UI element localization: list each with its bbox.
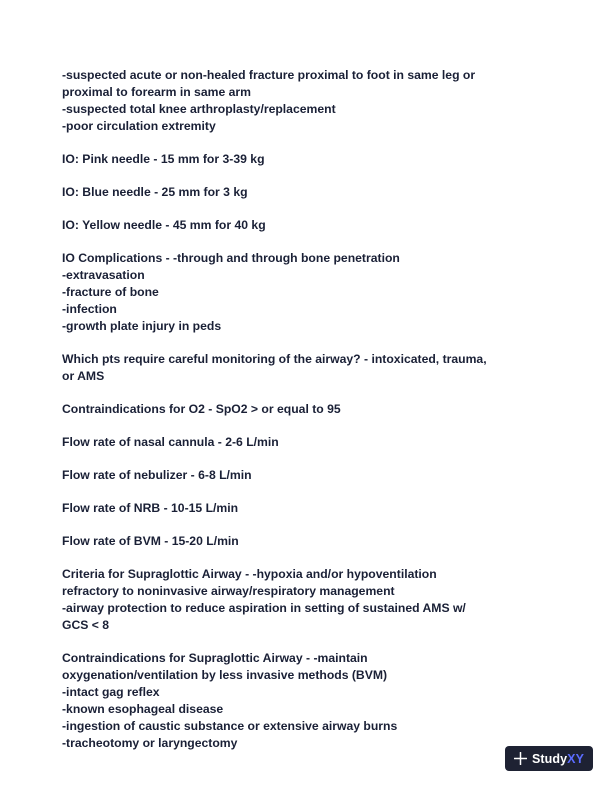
text-line: refractory to noninvasive airway/respiratory management [62,584,395,598]
text-block [62,401,562,418]
text-line: -extravasation [62,268,145,282]
text-line: GCS < 8 [62,618,110,632]
text-block [62,217,562,234]
plus-sparkle-icon [514,752,527,765]
text-line: -infection [62,302,117,316]
studyxy-badge[interactable] [505,746,593,771]
text-line: -intact gag reflex [62,685,160,699]
text-line: IO: Blue needle - 25 mm for 3 kg [62,185,248,199]
text-block [62,533,562,550]
text-line: -poor circulation extremity [62,119,216,133]
text-block [62,184,562,201]
text-block [62,351,562,385]
text-block [62,250,562,335]
text-line: IO Complications - -through and through bone penetration [62,251,400,265]
text-line: -ingestion of caustic substance or extensive airway burns [62,719,398,733]
text-line: IO: Yellow needle - 45 mm for 40 kg [62,218,266,232]
text-block [62,500,562,517]
text-line: IO: Pink needle - 15 mm for 3-39 kg [62,152,265,166]
text-line: oxygenation/ventilation by less invasive methods (BVM) [62,668,388,682]
text-line: Which pts require careful monitoring of the airway? - intoxicated, trauma, [62,352,487,366]
badge-label [532,752,584,766]
text-line: Contraindications for O2 - SpO2 > or equal to 95 [62,402,341,416]
text-line: -suspected total knee arthroplasty/replacement [62,102,336,116]
text-line: Criteria for Supraglottic Airway - -hypoxia and/or hypoventilation [62,567,437,581]
text-block [62,151,562,168]
text-block [62,467,562,484]
text-line: Flow rate of NRB - 10-15 L/min [62,501,239,515]
text-line: Flow rate of nasal cannula - 2-6 L/min [62,435,279,449]
text-block [62,650,562,752]
text-line: or AMS [62,369,105,383]
text-line: -growth plate injury in peds [62,319,222,333]
text-block [62,566,562,634]
text-line: -fracture of bone [62,285,159,299]
badge-text-study: Study [531,751,568,766]
text-line: -tracheotomy or laryngectomy [62,736,238,750]
text-line: -suspected acute or non-healed fracture proximal to foot in same leg or [62,68,476,82]
text-block [62,67,562,135]
text-line: -known esophageal disease [62,702,224,716]
text-line: Flow rate of nebulizer - 6-8 L/min [62,468,252,482]
text-line: Contraindications for Supraglottic Airway - -maintain [62,651,368,665]
text-block [62,434,562,451]
text-line: proximal to forearm in same arm [62,85,251,99]
text-line: -airway protection to reduce aspiration in setting of sustained AMS w/ [62,601,466,615]
document-content [62,67,562,768]
badge-text-xy: XY [567,751,585,766]
text-line: Flow rate of BVM - 15-20 L/min [62,534,239,548]
